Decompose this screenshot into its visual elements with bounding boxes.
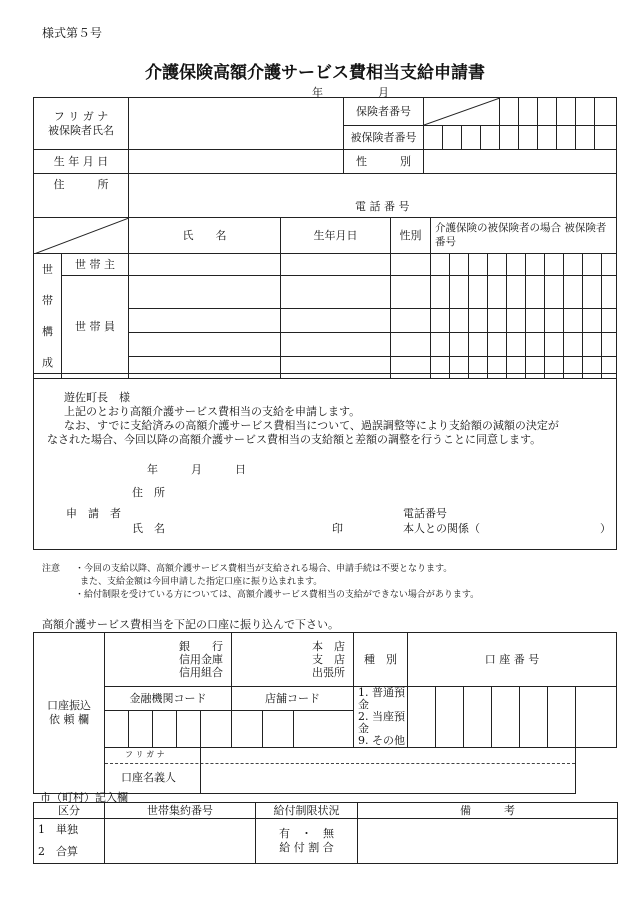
furigana-divider xyxy=(105,763,575,764)
holder-label: 口座名義人 xyxy=(121,771,176,784)
household-side-label xyxy=(34,254,62,379)
account-no-label: 口 座 番 号 xyxy=(408,633,617,687)
branch-type-main: 本 店 xyxy=(312,640,346,653)
side-char: 構 xyxy=(42,325,53,338)
insurer-no-digit[interactable] xyxy=(557,98,576,126)
phone-label: 電 話 番 号 xyxy=(355,200,410,214)
insured-no-label: 被保険者番号 xyxy=(344,126,424,150)
side-char: 世 xyxy=(42,263,53,276)
member-sex-field[interactable] xyxy=(391,309,431,333)
insured-name-label: 被保険者氏名 xyxy=(48,123,114,137)
insured-no-digit[interactable] xyxy=(538,126,557,150)
applicant-label: 申 請 者 xyxy=(66,507,121,520)
inst-type-shinkin: 信用金庫 xyxy=(179,653,224,666)
applicant-name-label: 氏 名 xyxy=(132,522,165,535)
inst-code-digit[interactable] xyxy=(201,711,232,748)
insured-no-digit[interactable] xyxy=(500,126,519,150)
address-field[interactable] xyxy=(129,174,617,218)
account-digit[interactable] xyxy=(464,687,492,748)
slash-line xyxy=(34,218,129,254)
benefit-ratio-label: 給 付 割 合 xyxy=(279,841,334,854)
head-sex-field[interactable] xyxy=(391,254,431,276)
office-col-household-no: 世帯集約番号 xyxy=(105,803,256,819)
insured-no-digit[interactable] xyxy=(557,126,576,150)
insurer-no-digit[interactable] xyxy=(500,98,519,126)
inst-code-digit[interactable] xyxy=(105,711,129,748)
account-digit[interactable] xyxy=(436,687,464,748)
head-name-field[interactable] xyxy=(129,254,281,276)
kind-options xyxy=(354,687,408,748)
name-label-cell xyxy=(34,98,129,150)
kind-option-current: 2. 当座預金 xyxy=(358,710,406,735)
relation-label: 本人との関係（ xyxy=(403,522,480,535)
bank-side-label-2: 依 頼 欄 xyxy=(49,713,89,726)
member-birth-field[interactable] xyxy=(281,276,391,309)
col-insured-no-header: 介護保険の被保険者の場合 被保険者番号 xyxy=(431,218,617,254)
remarks-field[interactable] xyxy=(358,819,618,864)
branch-type-sub: 支 店 xyxy=(312,653,346,666)
insured-no-digit[interactable] xyxy=(424,126,443,150)
household-no-field[interactable] xyxy=(105,819,256,864)
insurer-no-slash-cell xyxy=(424,98,500,126)
insurer-no-digit[interactable] xyxy=(538,98,557,126)
bank-intro: 高額介護サービス費相当を下記の口座に振り込んで下さい。 xyxy=(42,618,339,631)
insured-no-digit[interactable] xyxy=(443,126,462,150)
office-col-category: 区分 xyxy=(34,803,105,819)
inst-code-digit[interactable] xyxy=(177,711,201,748)
member-sex-field[interactable] xyxy=(391,333,431,357)
notes-label: 注意 xyxy=(42,564,61,574)
relation-close: ） xyxy=(600,522,611,535)
kind-option-other: 9. その他 xyxy=(358,734,406,747)
account-digit[interactable] xyxy=(576,687,617,748)
insured-no-digit[interactable] xyxy=(481,126,500,150)
institution-types xyxy=(105,633,232,687)
declaration-line1: 上記のとおり高額介護サービス費相当の支給を申請します。 xyxy=(64,405,361,418)
account-digit[interactable] xyxy=(548,687,576,748)
page-title: 介護保険高額介護サービス費相当支給申請書 xyxy=(145,63,485,83)
category-combined: 2 合算 xyxy=(38,845,78,858)
bank-side-label-1: 口座振込 xyxy=(47,699,91,713)
insurer-no-digit[interactable] xyxy=(595,98,617,126)
branch-code-label: 店舗コード xyxy=(232,687,354,711)
insured-name-field[interactable] xyxy=(129,98,344,150)
date-month-label: 月 xyxy=(378,86,389,99)
inst-code-digit[interactable] xyxy=(129,711,153,748)
addressee: 遊佐町長 様 xyxy=(64,391,130,404)
sex-field[interactable] xyxy=(424,150,617,174)
applicant-phone-label: 電話番号 xyxy=(403,507,447,520)
kind-label: 種 別 xyxy=(354,633,408,687)
form-number: 様式第５号 xyxy=(42,26,103,40)
note-3: ・給付制限を受けている方については、高額介護サービス費相当の支給ができない場合があります。 xyxy=(75,590,480,600)
inst-type-kumiai: 信用組合 xyxy=(179,666,224,679)
bank-table xyxy=(33,632,617,794)
household-corner-cell xyxy=(34,218,129,254)
member-name-field[interactable] xyxy=(129,333,281,357)
insured-no-digit[interactable] xyxy=(576,126,595,150)
account-holder-cell xyxy=(105,748,576,794)
col-name-header: 氏 名 xyxy=(129,218,281,254)
member-name-field[interactable] xyxy=(129,276,281,309)
office-col-remarks: 備 考 xyxy=(358,803,618,819)
household-table xyxy=(33,217,617,379)
kind-option-ordinary: 1. 普通預金 xyxy=(358,686,406,711)
bank-side-label xyxy=(34,633,105,794)
limit-yes-no: 有 ・ 無 xyxy=(279,827,334,840)
note-1: ・今回の支給以降、高額介護サービス費相当が支給される場合、申請手続は不要となります。 xyxy=(75,564,453,574)
insured-no-digit[interactable] xyxy=(462,126,481,150)
member-birth-field[interactable] xyxy=(281,309,391,333)
applicant-address-label: 住 所 xyxy=(132,486,165,499)
birth-field[interactable] xyxy=(129,150,344,174)
inst-code-digit[interactable] xyxy=(153,711,177,748)
application-date: 年 月 日 xyxy=(147,463,246,476)
account-digit[interactable] xyxy=(520,687,548,748)
col-sex-header: 性別 xyxy=(391,218,431,254)
limit-status xyxy=(256,819,358,864)
insurer-no-digit[interactable] xyxy=(576,98,595,126)
holder-label-divider xyxy=(200,748,201,793)
insured-no-digit[interactable] xyxy=(519,126,538,150)
declaration-line3: なされた場合、今回以降の高額介護サービス費相当の支給額と差額の調整を行うことに同意します。 xyxy=(47,433,542,446)
office-table xyxy=(33,802,618,864)
office-title: 市（町村）記入欄 xyxy=(40,791,128,804)
member-name-field[interactable] xyxy=(129,309,281,333)
household-head-label: 世 帯 主 xyxy=(62,254,129,276)
birth-label: 生 年 月 日 xyxy=(34,150,129,174)
office-category-options xyxy=(34,819,105,864)
branch-code-digit[interactable] xyxy=(263,711,294,748)
holder-furigana-label: フ リ ガ ナ xyxy=(125,750,165,759)
branch-code-digit[interactable] xyxy=(232,711,263,748)
applicant-table xyxy=(33,97,617,218)
side-char: 帯 xyxy=(42,294,53,307)
furigana-label: フ リ ガ ナ xyxy=(53,109,109,123)
branch-types xyxy=(232,633,354,687)
account-digit[interactable] xyxy=(408,687,436,748)
member-sex-field[interactable] xyxy=(391,276,431,309)
sex-label: 性 別 xyxy=(344,150,424,174)
col-birth-header: 生年月日 xyxy=(281,218,391,254)
seal-mark: 印 xyxy=(332,522,343,535)
date-year-label: 年 xyxy=(312,86,323,99)
head-birth-field[interactable] xyxy=(281,254,391,276)
inst-code-label: 金融機関コード xyxy=(105,687,232,711)
slash-line xyxy=(424,98,500,126)
branch-code-digit[interactable] xyxy=(294,711,354,748)
address-label: 住 所 xyxy=(34,174,129,218)
insurer-no-label: 保険者番号 xyxy=(344,98,424,126)
note-2: また、支給金額は今回申請した指定口座に振り込まれます。 xyxy=(80,577,323,587)
inst-type-bank: 銀 行 xyxy=(179,640,224,653)
member-birth-field[interactable] xyxy=(281,333,391,357)
category-single: 1 単独 xyxy=(38,823,78,836)
declaration-box xyxy=(33,373,617,550)
declaration-line2: なお、すでに支給済みの高額介護サービス費相当について、過誤調整等により支給額の減額の決定が xyxy=(64,419,559,432)
insured-no-digit[interactable] xyxy=(595,126,617,150)
office-col-limit: 給付制限状況 xyxy=(256,803,358,819)
insurer-no-digit[interactable] xyxy=(519,98,538,126)
account-digit[interactable] xyxy=(492,687,520,748)
household-member-label: 世 帯 員 xyxy=(62,276,129,379)
branch-type-office: 出張所 xyxy=(312,666,346,679)
side-char: 成 xyxy=(42,356,53,369)
